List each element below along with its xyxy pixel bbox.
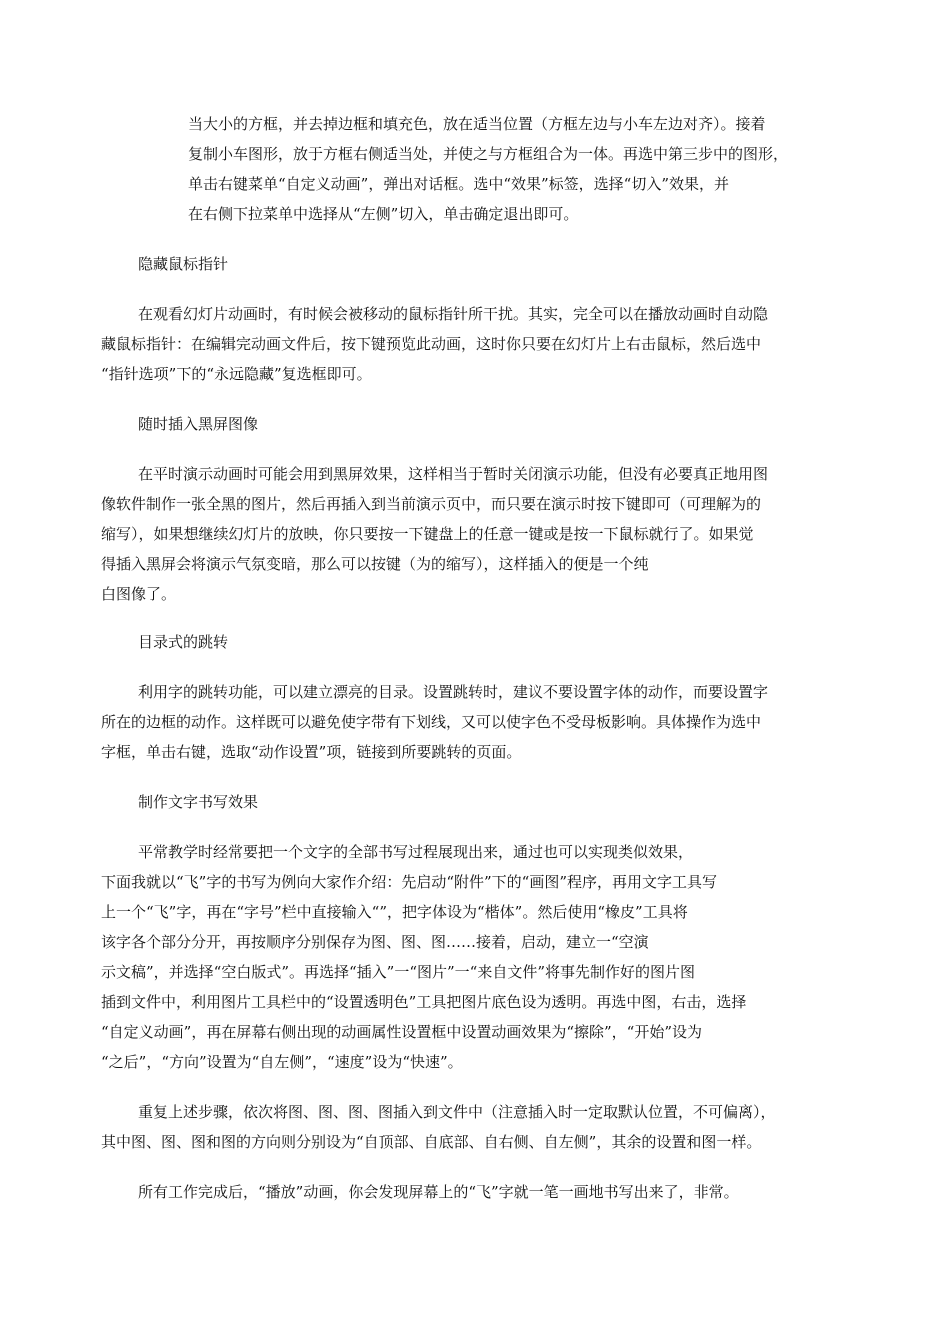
section-heading: 制作文字书写效果 — [138, 793, 259, 811]
paragraph-line: 复制小车图形，放于方框右侧适当处，并使之与方框组合为一体。再选中第三步中的图形， — [188, 145, 789, 163]
paragraph-line: 缩写），如果想继续幻灯片的放映，你只要按一下键盘上的任意一键或是按一下鼠标就行了。如果觉 — [101, 525, 754, 543]
paragraph-line: 利用字的跳转功能，可以建立漂亮的目录。设置跳转时，建议不要设置字体的动作，而要设置字 — [138, 683, 769, 701]
paragraph-line: 平常教学时经常要把一个文字的全部书写过程展现出来，通过也可以实现类似效果， — [138, 843, 694, 861]
paragraph-line: 该字各个部分分开，再按顺序分别保存为图、图、图……接着，启动，建立一“空演 — [101, 933, 649, 951]
paragraph-line: “自定义动画”，再在屏幕右侧出现的动画属性设置框中设置动画效果为“擦除”，“开始”设为 — [101, 1023, 703, 1041]
paragraph-line: “指针选项”下的“永远隐藏”复选框即可。 — [101, 365, 372, 383]
paragraph-line: 像软件制作一张全黑的图片，然后再插入到当前演示页中，而只要在演示时按下键即可（可理解为的 — [101, 495, 762, 513]
section-heading: 随时插入黑屏图像 — [138, 415, 259, 433]
paragraph-line: 上一个“飞”字，再在“字号”栏中直接输入“”，把字体设为“楷体”。然后使用“橡皮”工具将 — [101, 903, 688, 921]
paragraph-line: 所有工作完成后，“播放”动画，你会发现屏幕上的“飞”字就一笔一画地书写出来了，非常。 — [138, 1183, 739, 1201]
section-heading: 目录式的跳转 — [138, 633, 229, 651]
paragraph-line: 当大小的方框，并去掉边框和填充色，放在适当位置（方框左边与小车左边对齐）。接着 — [188, 115, 766, 133]
paragraph-line: 字框，单击右键，选取“动作设置”项，链接到所要跳转的页面。 — [101, 743, 522, 761]
paragraph-line: 下面我就以“飞”字的书写为例向大家作介绍：先启动“附件”下的“画图”程序，再用文字工具写 — [101, 873, 718, 891]
paragraph-line: 其中图、图、图和图的方向则分别设为“自顶部、自底部、自右侧、自左侧”，其余的设置和图一样。 — [101, 1133, 762, 1151]
paragraph-line: 所在的边框的动作。这样既可以避免使字带有下划线，又可以使字色不受母板影响。具体操作为选中 — [101, 713, 762, 731]
paragraph-line: 重复上述步骤，依次将图、图、图、图插入到文件中（注意插入时一定取默认位置，不可偏离）， — [138, 1103, 776, 1121]
paragraph-line: 藏鼠标指针：在编辑完动画文件后，按下键预览此动画，这时你只要在幻灯片上右击鼠标，然后选中 — [101, 335, 762, 353]
paragraph-line: 单击右键菜单“自定义动画”，弹出对话框。选中“效果”标签，选择“切入”效果，并 — [188, 175, 730, 193]
paragraph-line: 白图像了。 — [101, 585, 177, 603]
paragraph-line: “之后”，“方向”设置为“自左侧”，“速度”设为“快速”。 — [101, 1053, 463, 1071]
paragraph-line: 在右侧下拉菜单中选择从“左侧”切入，单击确定退出即可。 — [188, 205, 579, 223]
section-heading: 隐藏鼠标指针 — [138, 255, 229, 273]
paragraph-line: 得插入黑屏会将演示气氛变暗，那么可以按键（为的缩写），这样插入的便是一个纯 — [101, 555, 649, 573]
paragraph-line: 在观看幻灯片动画时，有时候会被移动的鼠标指针所干扰。其实，完全可以在播放动画时自动隐 — [138, 305, 769, 323]
paragraph-line: 插到文件中，利用图片工具栏中的“设置透明色”工具把图片底色设为透明。再选中图，右击，选择 — [101, 993, 747, 1011]
paragraph-line: 在平时演示动画时可能会用到黑屏效果，这样相当于暂时关闭演示功能，但没有必要真正地用图 — [138, 465, 769, 483]
paragraph-line: 示文稿”，并选择“空白版式”。再选择“插入”一“图片”一“来自文件”将事先制作好的图片图 — [101, 963, 696, 981]
